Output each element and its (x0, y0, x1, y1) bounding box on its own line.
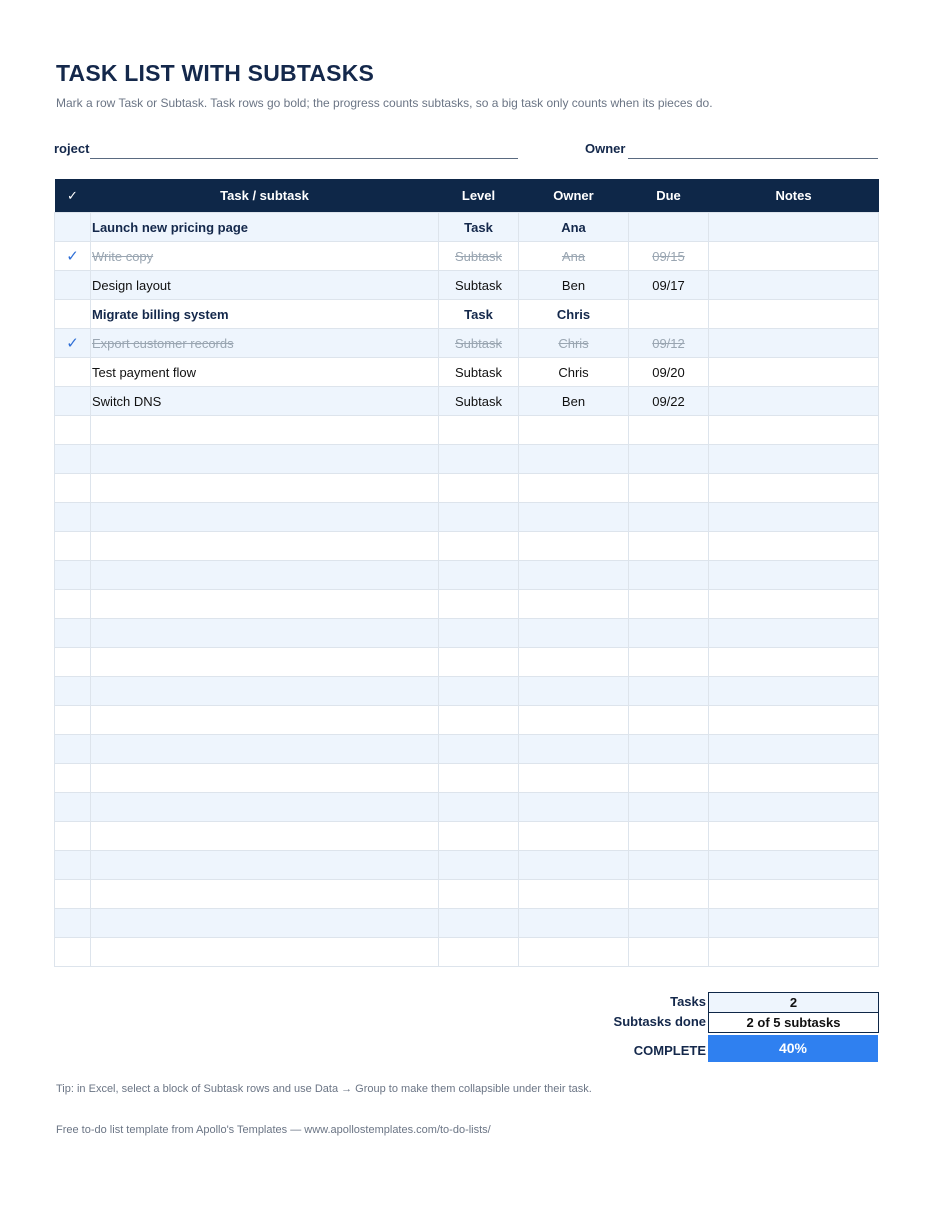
column-header-notes: Notes (709, 179, 879, 213)
cell-level[interactable] (439, 590, 519, 619)
cell-check[interactable] (55, 445, 91, 474)
table-row[interactable] (55, 213, 879, 242)
cell-task[interactable] (91, 735, 439, 764)
cell-level[interactable]: Subtask (439, 329, 519, 358)
cell-due[interactable]: 09/20 (629, 358, 709, 387)
cell-check[interactable] (55, 590, 91, 619)
cell-level[interactable] (439, 445, 519, 474)
cell-check[interactable] (55, 503, 91, 532)
complete-label: COMPLETE (633, 1043, 706, 1058)
cell-owner[interactable]: Chris (519, 358, 629, 387)
cell-level[interactable] (439, 706, 519, 735)
column-header-check: ✓ (55, 179, 91, 213)
cell-owner[interactable]: Ben (519, 271, 629, 300)
cell-due[interactable] (629, 851, 709, 880)
cell-owner[interactable]: Chris (519, 300, 629, 329)
tasks-label: Tasks (670, 994, 706, 1009)
cell-task[interactable]: Design layout (91, 271, 439, 300)
table-row[interactable] (55, 329, 879, 358)
cell-task[interactable] (91, 880, 439, 909)
cell-task[interactable] (91, 648, 439, 677)
owner-label: Owner (585, 141, 626, 156)
credit-text: Free to-do list template from Apollo's Templates — www.apollostemplates.com/to-do-lists/ (56, 1124, 491, 1136)
cell-due[interactable] (629, 416, 709, 445)
table-row[interactable] (55, 358, 879, 387)
empty-row[interactable] (55, 677, 879, 706)
cell-due[interactable]: 09/17 (629, 271, 709, 300)
cell-notes[interactable] (709, 300, 879, 329)
cell-task[interactable] (91, 590, 439, 619)
column-header-due: Due (629, 179, 709, 213)
cell-owner[interactable] (519, 793, 629, 822)
cell-owner[interactable] (519, 822, 629, 851)
cell-owner[interactable] (519, 503, 629, 532)
cell-check[interactable] (55, 416, 91, 445)
cell-owner[interactable]: Ana (519, 242, 629, 271)
cell-task[interactable]: Launch new pricing page (91, 213, 439, 242)
cell-notes[interactable] (709, 242, 879, 271)
cell-notes[interactable] (709, 387, 879, 416)
column-header-task: Task / subtask (91, 179, 439, 213)
empty-row[interactable] (55, 416, 879, 445)
cell-due[interactable] (629, 561, 709, 590)
cell-level[interactable] (439, 677, 519, 706)
cell-level[interactable] (439, 909, 519, 938)
table-row[interactable] (55, 387, 879, 416)
cell-owner[interactable] (519, 474, 629, 503)
cell-due[interactable] (629, 532, 709, 561)
column-header-level: Level (439, 179, 519, 213)
cell-owner[interactable] (519, 445, 629, 474)
cell-level[interactable]: Task (439, 213, 519, 242)
cell-check[interactable] (55, 909, 91, 938)
cell-level[interactable] (439, 793, 519, 822)
table-row[interactable] (55, 242, 879, 271)
empty-row[interactable] (55, 648, 879, 677)
tip-text: Tip: in Excel, select a block of Subtask rows and use Data → Group to make them collapsible under their task. (56, 1083, 592, 1095)
cell-notes[interactable] (709, 358, 879, 387)
cell-level[interactable] (439, 822, 519, 851)
column-header-owner: Owner (519, 179, 629, 213)
empty-row[interactable] (55, 503, 879, 532)
cell-check[interactable]: ✓ (55, 329, 91, 358)
cell-owner[interactable] (519, 764, 629, 793)
cell-task[interactable] (91, 764, 439, 793)
owner-field[interactable] (628, 158, 878, 159)
cell-check[interactable] (55, 358, 91, 387)
cell-check[interactable] (55, 880, 91, 909)
subtasks-done-value: 2 of 5 subtasks (708, 1012, 879, 1033)
cell-check[interactable] (55, 213, 91, 242)
cell-task[interactable]: Export customer records (91, 329, 439, 358)
cell-check[interactable] (55, 764, 91, 793)
cell-due[interactable] (629, 503, 709, 532)
cell-owner[interactable] (519, 416, 629, 445)
cell-check[interactable] (55, 851, 91, 880)
page-subtitle: Mark a row Task or Subtask. Task rows go bold; the progress counts subtasks, so a big task only counts when its pieces do. (56, 96, 713, 110)
cell-level[interactable] (439, 764, 519, 793)
cell-owner[interactable]: Chris (519, 329, 629, 358)
cell-notes[interactable] (709, 938, 879, 967)
cell-task[interactable]: Migrate billing system (91, 300, 439, 329)
cell-level[interactable] (439, 619, 519, 648)
cell-check[interactable] (55, 793, 91, 822)
cell-task[interactable] (91, 619, 439, 648)
cell-level[interactable]: Subtask (439, 358, 519, 387)
cell-task[interactable] (91, 532, 439, 561)
cell-task[interactable] (91, 561, 439, 590)
cell-notes[interactable] (709, 532, 879, 561)
cell-task[interactable] (91, 445, 439, 474)
tasks-count: 2 (708, 992, 879, 1013)
cell-task[interactable]: Test payment flow (91, 358, 439, 387)
empty-row[interactable] (55, 851, 879, 880)
cell-due[interactable] (629, 445, 709, 474)
cell-due[interactable] (629, 822, 709, 851)
empty-row[interactable] (55, 822, 879, 851)
empty-row[interactable] (55, 445, 879, 474)
cell-check[interactable] (55, 532, 91, 561)
table-header-row (55, 179, 879, 213)
cell-check[interactable] (55, 271, 91, 300)
cell-task[interactable]: Switch DNS (91, 387, 439, 416)
cell-owner[interactable] (519, 851, 629, 880)
cell-level[interactable] (439, 735, 519, 764)
cell-owner[interactable] (519, 561, 629, 590)
cell-owner[interactable] (519, 938, 629, 967)
cell-notes[interactable] (709, 648, 879, 677)
cell-check[interactable] (55, 619, 91, 648)
cell-level[interactable] (439, 561, 519, 590)
empty-row[interactable] (55, 735, 879, 764)
cell-notes[interactable] (709, 271, 879, 300)
cell-notes[interactable] (709, 909, 879, 938)
cell-check[interactable] (55, 561, 91, 590)
cell-level[interactable] (439, 503, 519, 532)
cell-owner[interactable] (519, 880, 629, 909)
cell-notes[interactable] (709, 474, 879, 503)
cell-level[interactable]: Subtask (439, 387, 519, 416)
empty-row[interactable] (55, 706, 879, 735)
cell-level[interactable] (439, 880, 519, 909)
cell-notes[interactable] (709, 735, 879, 764)
cell-notes[interactable] (709, 793, 879, 822)
cell-owner[interactable] (519, 619, 629, 648)
cell-check[interactable]: ✓ (55, 242, 91, 271)
cell-task[interactable] (91, 503, 439, 532)
cell-due[interactable]: 09/12 (629, 329, 709, 358)
cell-notes[interactable] (709, 764, 879, 793)
cell-notes[interactable] (709, 822, 879, 851)
cell-check[interactable] (55, 822, 91, 851)
cell-task[interactable]: Write copy (91, 242, 439, 271)
cell-owner[interactable] (519, 590, 629, 619)
cell-owner[interactable] (519, 735, 629, 764)
cell-notes[interactable] (709, 851, 879, 880)
table-row[interactable] (55, 271, 879, 300)
cell-owner[interactable] (519, 532, 629, 561)
cell-notes[interactable] (709, 416, 879, 445)
cell-notes[interactable] (709, 677, 879, 706)
cell-due[interactable] (629, 590, 709, 619)
empty-row[interactable] (55, 880, 879, 909)
cell-task[interactable] (91, 851, 439, 880)
empty-row[interactable] (55, 590, 879, 619)
cell-level[interactable]: Task (439, 300, 519, 329)
empty-row[interactable] (55, 909, 879, 938)
cell-task[interactable] (91, 822, 439, 851)
cell-notes[interactable] (709, 213, 879, 242)
cell-level[interactable]: Subtask (439, 271, 519, 300)
cell-due[interactable] (629, 648, 709, 677)
cell-check[interactable] (55, 387, 91, 416)
cell-level[interactable] (439, 648, 519, 677)
cell-due[interactable] (629, 706, 709, 735)
cell-owner[interactable]: Ana (519, 213, 629, 242)
cell-check[interactable] (55, 474, 91, 503)
empty-row[interactable] (55, 561, 879, 590)
cell-due[interactable] (629, 735, 709, 764)
cell-check[interactable] (55, 648, 91, 677)
complete-percent: 40% (708, 1035, 878, 1062)
cell-task[interactable] (91, 416, 439, 445)
cell-level[interactable] (439, 532, 519, 561)
cell-owner[interactable] (519, 706, 629, 735)
cell-task[interactable] (91, 706, 439, 735)
empty-row[interactable] (55, 793, 879, 822)
cell-due[interactable] (629, 764, 709, 793)
cell-owner[interactable] (519, 909, 629, 938)
cell-task[interactable] (91, 474, 439, 503)
cell-due[interactable] (629, 619, 709, 648)
cell-owner[interactable] (519, 677, 629, 706)
task-table (54, 179, 879, 967)
cell-level[interactable] (439, 416, 519, 445)
cell-notes[interactable] (709, 706, 879, 735)
cell-notes[interactable] (709, 329, 879, 358)
cell-due[interactable] (629, 793, 709, 822)
cell-task[interactable] (91, 677, 439, 706)
cell-notes[interactable] (709, 590, 879, 619)
project-field[interactable] (90, 158, 518, 159)
project-label: roject (54, 141, 90, 156)
cell-check[interactable] (55, 735, 91, 764)
cell-due[interactable] (629, 938, 709, 967)
cell-due[interactable] (629, 300, 709, 329)
cell-notes[interactable] (709, 880, 879, 909)
cell-task[interactable] (91, 909, 439, 938)
cell-notes[interactable] (709, 445, 879, 474)
cell-check[interactable] (55, 706, 91, 735)
page-title: TASK LIST WITH SUBTASKS (56, 60, 375, 86)
cell-level[interactable] (439, 851, 519, 880)
cell-owner[interactable]: Ben (519, 387, 629, 416)
table-row[interactable] (55, 300, 879, 329)
empty-row[interactable] (55, 532, 879, 561)
cell-task[interactable] (91, 793, 439, 822)
cell-notes[interactable] (709, 503, 879, 532)
empty-row[interactable] (55, 619, 879, 648)
empty-row[interactable] (55, 474, 879, 503)
cell-level[interactable] (439, 938, 519, 967)
cell-due[interactable] (629, 213, 709, 242)
cell-level[interactable]: Subtask (439, 242, 519, 271)
cell-due[interactable] (629, 880, 709, 909)
cell-notes[interactable] (709, 561, 879, 590)
cell-task[interactable] (91, 938, 439, 967)
cell-notes[interactable] (709, 619, 879, 648)
cell-due[interactable] (629, 677, 709, 706)
cell-due[interactable] (629, 909, 709, 938)
cell-owner[interactable] (519, 648, 629, 677)
empty-row[interactable] (55, 938, 879, 967)
cell-check[interactable] (55, 938, 91, 967)
empty-row[interactable] (55, 764, 879, 793)
cell-due[interactable] (629, 474, 709, 503)
cell-check[interactable] (55, 677, 91, 706)
subtasks-done-label: Subtasks done (613, 1014, 706, 1029)
cell-check[interactable] (55, 300, 91, 329)
cell-due[interactable]: 09/22 (629, 387, 709, 416)
cell-level[interactable] (439, 474, 519, 503)
cell-due[interactable]: 09/15 (629, 242, 709, 271)
